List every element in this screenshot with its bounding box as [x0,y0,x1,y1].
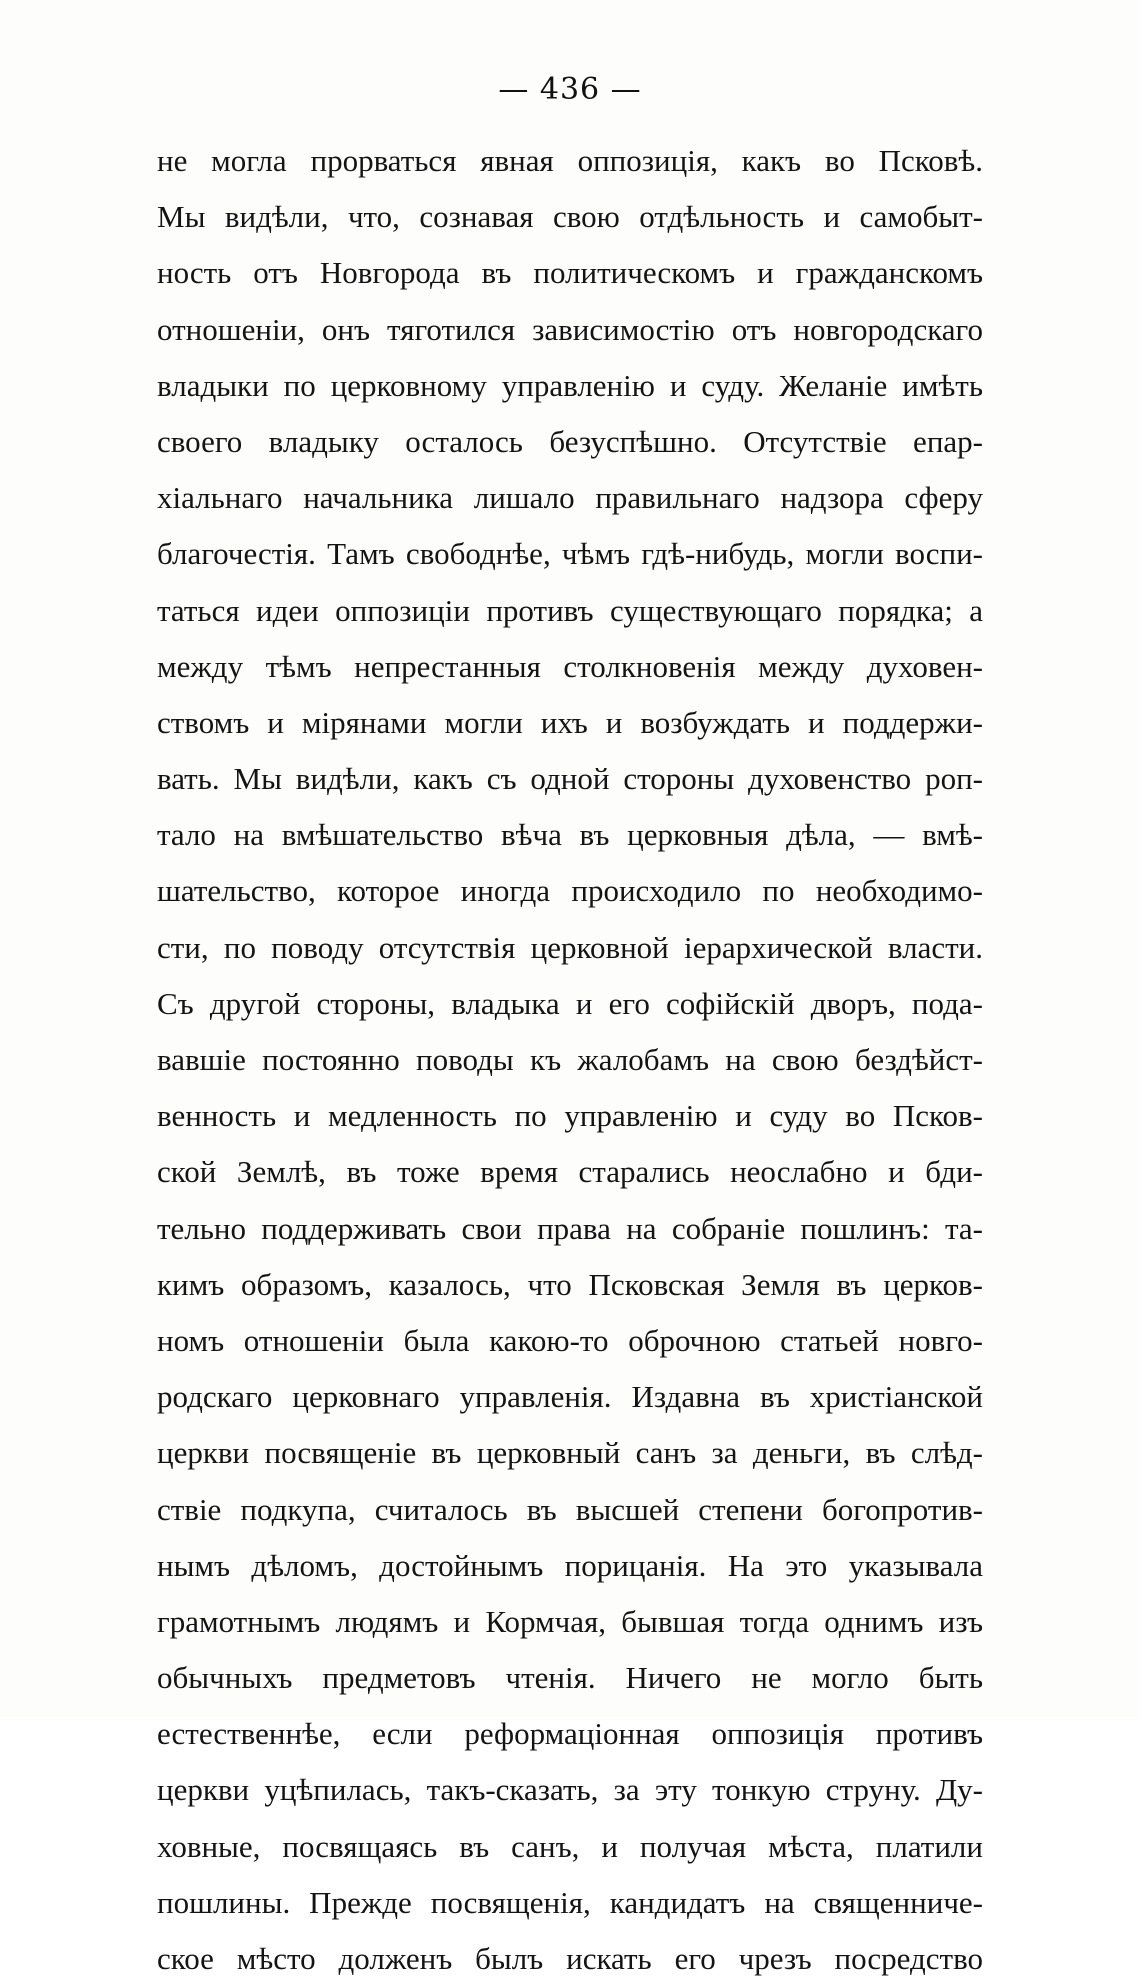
text-line: ность отъ Новгорода въ политическомъ и гражданскомъ [157,255,983,291]
text-line: обычныхъ предметовъ чтенія. Ничего не могло быть [157,1660,983,1696]
text-line: номъ отношеніи была какою-то оброчною статьей новго- [157,1322,983,1358]
text-line: Мы видѣли, что, сознавая свою отдѣльность и самобыт- [157,199,983,235]
text-line: ховные, посвящаясь въ санъ, и получая мѣста, платили [157,1828,983,1864]
text-line: владыки по церковному управленію и суду. Желаніе имѣть [157,367,983,403]
body-text [157,133,983,1987]
text-line: не могла прорваться явная оппозиція, какъ во Псковѣ. [157,143,983,178]
text-line: нымъ дѣломъ, достойнымъ порицанія. На это указывала [157,1547,983,1583]
text-line: ское мѣсто долженъ былъ искать его чрезъ посредство [157,1941,983,1976]
text-line: церкви посвященіе въ церковный санъ за деньги, въ слѣд- [157,1435,983,1471]
text-line: между тѣмъ непрестанныя столкновенія между духовен- [157,648,983,684]
text-line: отношеніи, онъ тяготился зависимостію отъ новгородскаго [157,311,983,347]
text-line: венность и медленность по управленію и суду во Псков- [157,1098,983,1134]
text-line: ствіе подкупа, считалось въ высшей степени богопротив- [157,1491,983,1527]
text-line: шательство, которое иногда происходило по необходимо- [157,873,983,909]
text-line: тельно поддерживать свои права на собраніе пошлинъ: та- [157,1210,983,1246]
text-line: ской Землѣ, въ тоже время старались неослабно и бди- [157,1154,983,1190]
text-line: Съ другой стороны, владыка и его софійскій дворъ, пода- [157,985,983,1021]
text-line: таться идеи оппозиціи противъ существующаго порядка; а [157,592,983,628]
text-line: пошлины. Прежде посвященія, кандидатъ на священниче- [157,1884,983,1920]
page-number: — 436 — [498,72,642,107]
text-line: церкви уцѣпилась, такъ-сказать, за эту тонкую струну. Ду- [157,1772,983,1808]
text-line: тало на вмѣшательство вѣча въ церковныя дѣла, — вмѣ- [157,817,983,853]
text-line: кимъ образомъ, казалось, что Псковская Земля въ церков- [157,1266,983,1302]
text-line: грамотнымъ людямъ и Кормчая, бывшая тогда однимъ изъ [157,1603,983,1639]
text-line: своего владыку осталось безуспѣшно. Отсутствіе епар- [157,423,983,459]
text-line: родскаго церковнаго управленія. Издавна въ христіанской [157,1379,983,1415]
text-line: благочестія. Тамъ свободнѣе, чѣмъ гдѣ-нибудь, могли воспи- [157,536,983,572]
text-line: вать. Мы видѣли, какъ съ одной стороны духовенство роп- [157,761,983,797]
text-line: естественнѣе, если реформаціонная оппозиція противъ [157,1716,983,1752]
text-line: ствомъ и мірянами могли ихъ и возбуждать и поддержи- [157,704,983,740]
text-line: хіальнаго начальника лишало правильнаго надзора сферу [157,480,983,516]
text-line: вавшіе постоянно поводы къ жалобамъ на свою бездѣйст- [157,1042,983,1077]
text-line: сти, по поводу отсутствія церковной іерархической власти. [157,929,983,965]
